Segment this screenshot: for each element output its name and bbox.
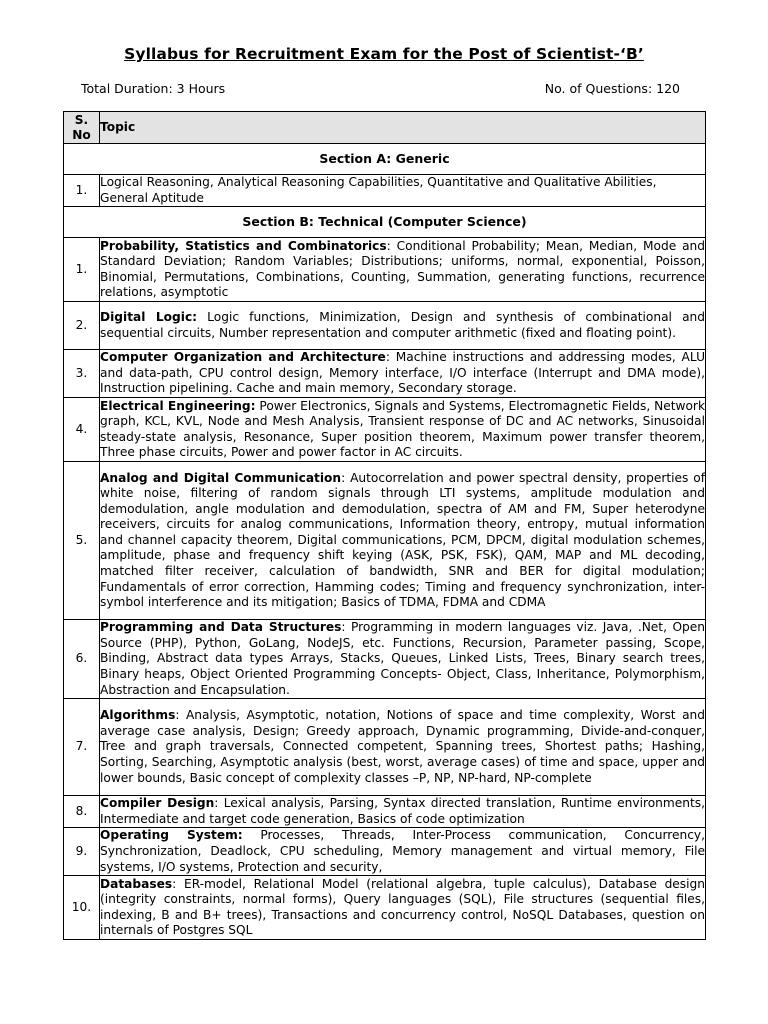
- header-topic: Topic: [100, 112, 706, 144]
- topic-cell: [100, 462, 706, 620]
- row-number: 6.: [64, 620, 100, 699]
- topic-text: : Machine instructions and addressing modes, ALU and data-path, CPU control design, Memory interface, I/O interface (Interrupt and DMA mode), Instruction pipelining. Cache and main memory, Secondary storage.: [100, 350, 705, 396]
- topic-lead: Algorithms: [100, 708, 176, 723]
- topic-lead: Electrical Engineering:: [100, 398, 256, 413]
- table-row: [64, 876, 706, 940]
- topic-text: : Conditional Probability; Mean, Median, Mode and Standard Deviation; Random Variables; Distributions; uniforms, normal, exponential, Poisson, Binomial, Permutations, Combinations, Counting, Summation, generating functions, recurrence relations, asymptotic: [100, 238, 705, 300]
- topic-lead: Programming and Data Structures: [100, 620, 342, 635]
- topic-lead: Probability, Statistics and Combinatorics: [100, 238, 387, 253]
- section-b-title: Section B: Technical (Computer Science): [64, 207, 706, 238]
- table-row: [64, 238, 706, 302]
- topic-text: : Lexical analysis, Parsing, Syntax directed translation, Runtime environments, Intermediate and target code generation, Basics of code optimization: [100, 796, 705, 826]
- row-number: 5.: [64, 462, 100, 620]
- topic-cell: [100, 699, 706, 796]
- table-row: [64, 796, 706, 828]
- total-duration: Total Duration: 3 Hours: [81, 81, 226, 96]
- topic-text: : Autocorrelation and power spectral density, properties of white noise, filtering of random signals through LTI systems, amplitude modulation and demodulation, angle modulation and demodulation, spectra of AM and FM, Super heterodyne receivers, circuits for analog communications, Information theory, entropy, mutual information and channel capacity theorem, Digital communications, PCM, DPCM, digital modulation schemes, amplitude, phase and frequency shift keying (ASK, PSK, FSK), QAM, MAP and ML decoding, matched filter receiver, calculation of bandwidth, SNR and BER for digital modulation; Fundamentals of error correction, Hamming codes; Timing and frequency synchronization, inter- symbol interference and its mitigation; Basics of TDMA, FDMA and CDMA: [100, 470, 705, 610]
- row-number: 2.: [64, 302, 100, 350]
- topic-cell: [100, 398, 706, 462]
- table-row: [64, 699, 706, 796]
- topic-cell: [100, 350, 706, 398]
- row-number: 4.: [64, 398, 100, 462]
- topic-lead: Digital Logic:: [100, 310, 198, 325]
- document-title: Syllabus for Recruitment Exam for the Post of Scientist-‘B’: [124, 45, 644, 63]
- topic-cell: [100, 302, 706, 350]
- topic-lead: Databases: [100, 876, 173, 891]
- topic-lead: Analog and Digital Communication: [100, 470, 342, 485]
- table-row: [64, 462, 706, 620]
- table-row: [64, 302, 706, 350]
- row-number: 9.: [64, 828, 100, 876]
- topic-cell: [100, 876, 706, 940]
- topic-cell: [100, 828, 706, 876]
- row-number: 7.: [64, 699, 100, 796]
- section-a-title: Section A: Generic: [64, 144, 706, 175]
- syllabus-table: [63, 111, 706, 940]
- topic-cell: [100, 796, 706, 828]
- topic-text: : Programming in modern languages viz. Java, .Net, Open Source (PHP), Python, GoLang, NodeJS, etc. Functions, Recursion, Parameter passing, Scope, Binding, Abstract data types Arrays, Stacks, Queues, Linked Lists, Trees, Binary search trees, Binary heaps, Object Oriented Programming Concepts- Object, Class, Inheritance, Polymorphism, Abstraction and Encapsulation.: [100, 620, 705, 697]
- topic-text: Logic functions, Minimization, Design and synthesis of combinational and sequential circuits, Number representation and computer arithmetic (fixed and floating point).: [100, 310, 705, 340]
- row-number: 1.: [64, 175, 100, 207]
- topic-cell: [100, 238, 706, 302]
- topic-lead: Compiler Design: [100, 796, 215, 811]
- number-of-questions: No. of Questions: 120: [544, 81, 680, 96]
- header-sno: S. No: [64, 112, 100, 144]
- table-row: [64, 175, 706, 207]
- topic-lead: Computer Organization and Architecture: [100, 350, 386, 365]
- row-number: 1.: [64, 238, 100, 302]
- topic-text: : Analysis, Asymptotic, notation, Notions of space and time complexity, Worst and average case analysis, Design; Greedy approach, Dynamic programming, Divide-and-conquer, Tree and graph traversals, Connected competent, Spanning trees, Shortest paths; Hashing, Sorting, Searching, Asymptotic analysis (best, worst, average cases) of time and space, upper and lower bounds, Basic concept of complexity classes –P, NP, NP-hard, NP-complete: [100, 708, 705, 785]
- table-row: [64, 398, 706, 462]
- topic-text: Processes, Threads, Inter-Process communication, Concurrency, Synchronization, Deadlock, CPU scheduling, Memory management and virtual memory, File systems, I/O systems, Protection and security,: [100, 828, 705, 874]
- section-b-row: [64, 207, 706, 238]
- table-row: [64, 350, 706, 398]
- table-header-row: [64, 112, 706, 144]
- topic-lead: Operating System:: [100, 828, 243, 843]
- topic-cell: [100, 175, 706, 207]
- topic-cell: [100, 620, 706, 699]
- topic-text: Power Electronics, Signals and Systems, Electromagnetic Fields, Network graph, KCL, KVL, Node and Mesh Analysis, Transient response of DC and AC networks, Sinusoidal steady-state analysis, Resonance, Super position theorem, Maximum power transfer theorem, Three phase circuits, Power and power factor in AC circuits.: [100, 398, 705, 460]
- section-a-row: [64, 144, 706, 175]
- table-row: [64, 620, 706, 699]
- topic-text: Logical Reasoning, Analytical Reasoning Capabilities, Quantitative and Qualitative Abilities, General Aptitude: [100, 175, 657, 205]
- topic-text: : ER-model, Relational Model (relational algebra, tuple calculus), Database design (integrity constraints, normal forms), Query languages (SQL), File structures (sequential files, indexing, B and B+ trees), Transactions and concurrency control, NoSQL Databases, question on internals of Postgres SQL: [100, 876, 705, 938]
- row-number: 3.: [64, 350, 100, 398]
- table-row: [64, 828, 706, 876]
- row-number: 8.: [64, 796, 100, 828]
- row-number: 10.: [64, 876, 100, 940]
